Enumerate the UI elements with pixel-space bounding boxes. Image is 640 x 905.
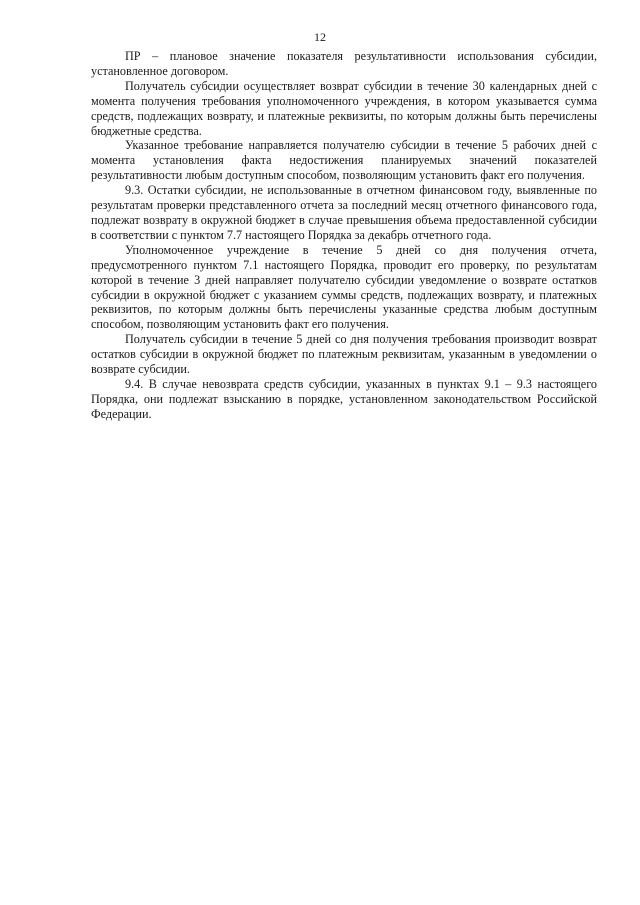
paragraph-return-subsidy: Получатель субсидии осуществляет возврат субсидии в течение 30 календарных дней с момента получения требования уполномоченного учреждения, в котором указывается сумма средств, подлежащих возврату, и платежные реквизиты, по которым должны быть перечислены бюджетные средства. (91, 78, 597, 138)
paragraph-recipient-returns: Получатель субсидии в течение 5 дней со дня получения требования производит возврат остатков субсидии в окружной бюджет по платежным реквизитам, указанным в уведомлении о возврате субсидии. (91, 332, 597, 377)
paragraph-9-4-recovery: 9.4. В случае невозврата средств субсидии, указанных в пунктах 9.1 – 9.3 настоящего Порядка, они подлежат взысканию в порядке, установленном законодательством Российской Федерации. (91, 376, 597, 421)
paragraph-requirement-sent: Указанное требование направляется получателю субсидии в течение 5 рабочих дней с момента установления факта недостижения планируемых значений показателей результативности любым доступным способом, позволяющим установить факт его получения. (91, 138, 597, 183)
paragraph-authorized-institution: Уполномоченное учреждение в течение 5 дней со дня получения отчета, предусмотренного пунктом 7.1 настоящего Порядка, проводит его проверку, по результатам которой в течение 3 дней направляет получателю субсидии уведомление о возврате остатков субсидии в окружной бюджет с указанием суммы средств, подлежащих возврату, и платежных реквизитов, по которым должны быть перечислены указанные средства любым доступным способом, позволяющим установить факт его получения. (91, 242, 597, 332)
document-body (91, 49, 597, 422)
paragraph-pr-definition: ПР – плановое значение показателя результативности использования субсидии, установленное договором. (91, 49, 597, 78)
paragraph-9-3-remainders: 9.3. Остатки субсидии, не использованные в отчетном финансовом году, выявленные по результатам проверки представленного отчета за последний месяц отчетного финансового года, подлежат возврату в окружной бюджет в случае превышения объема предоставленной субсидии в соответствии с пунктом 7.7 настоящего Порядка за декабрь отчетного года. (91, 183, 597, 242)
page-number: 12 (314, 30, 326, 44)
